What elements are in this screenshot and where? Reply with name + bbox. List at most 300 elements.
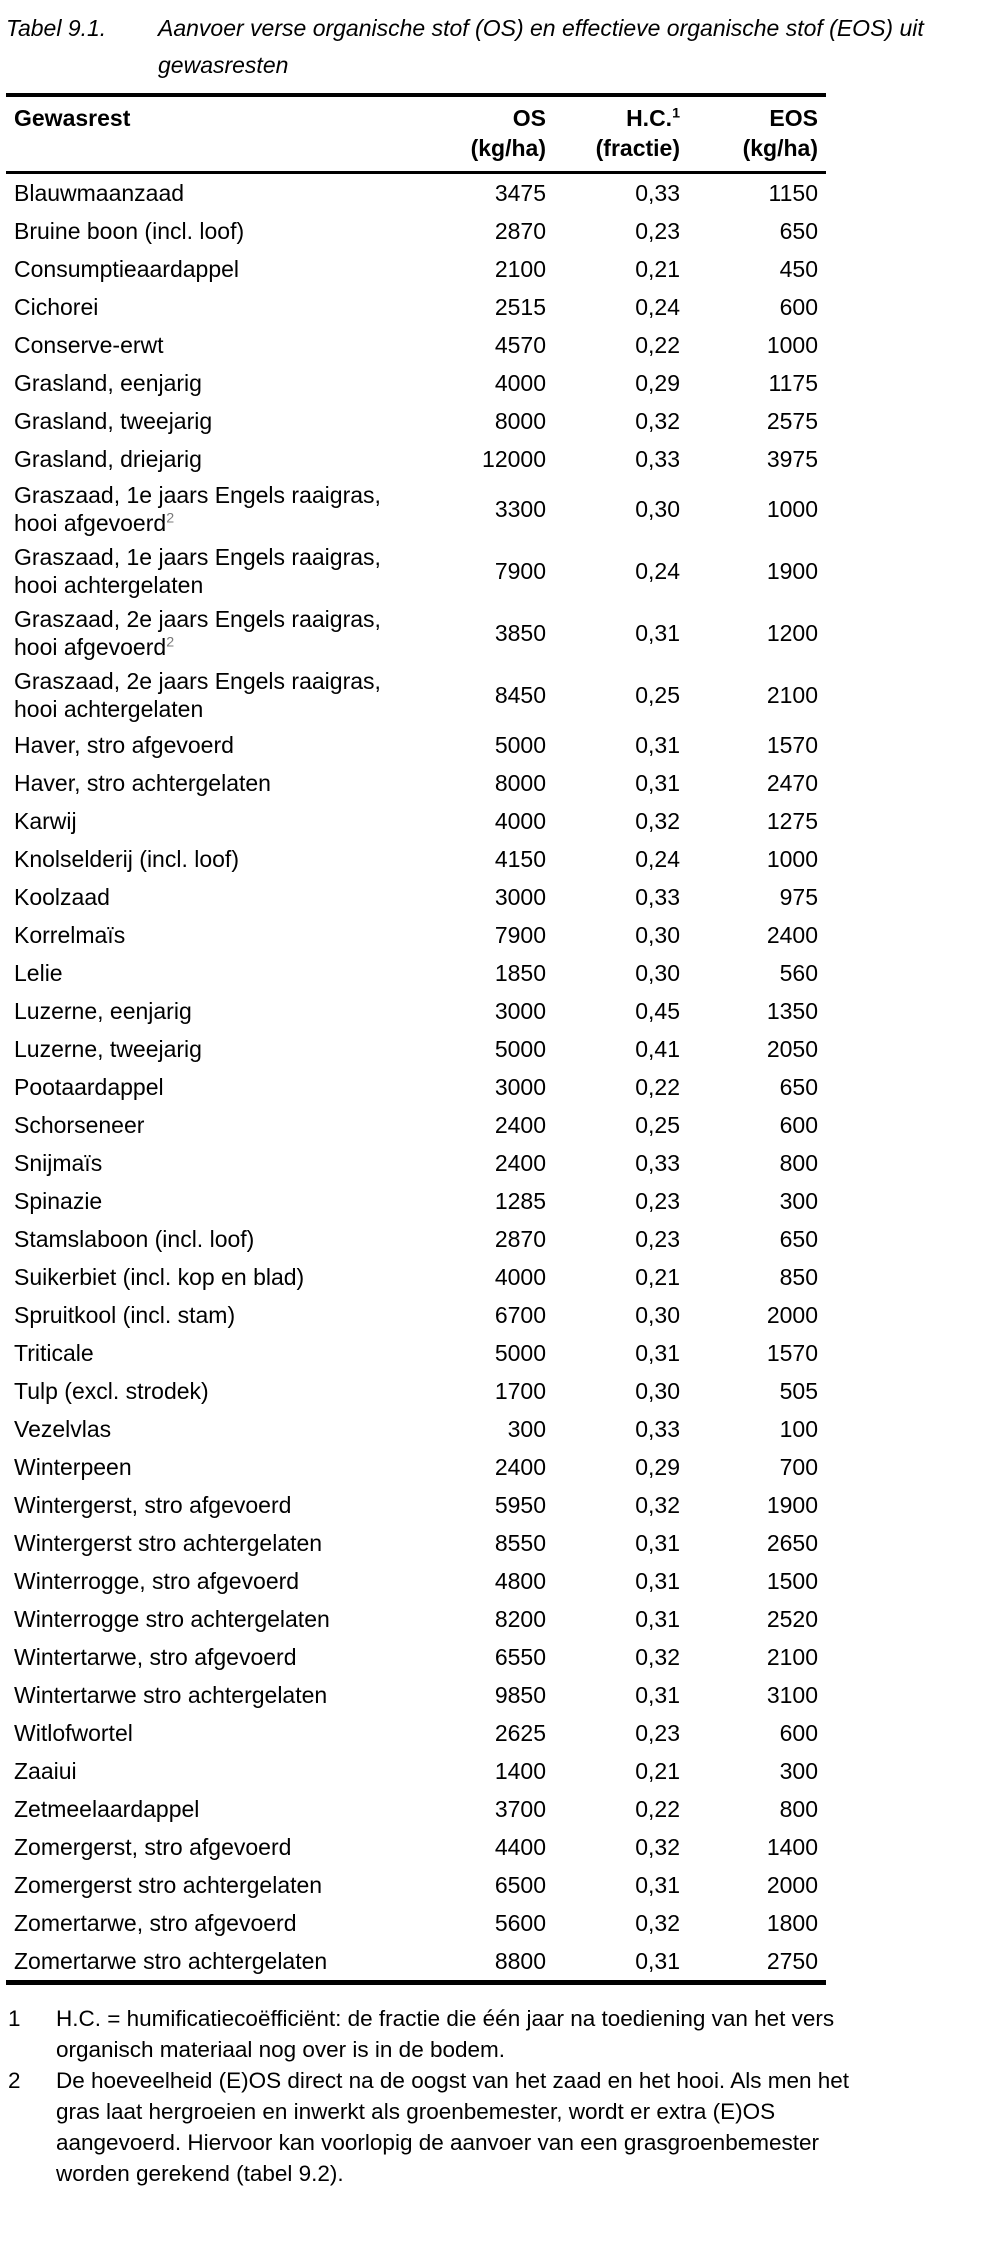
table-label: Tabel 9.1. (6, 15, 107, 41)
cell-os-value: 300 (507, 1416, 546, 1442)
gewasrest-name: Wintertarwe, stro afgevoerd (14, 1644, 297, 1670)
cell-os-value: 8800 (494, 1948, 546, 1974)
table-row (6, 478, 826, 540)
cell-hc-value: 0,25 (635, 1112, 680, 1138)
table-row (6, 1030, 826, 1068)
footnote-ref-2: 2 (166, 634, 175, 651)
footnotes (6, 2003, 985, 2189)
gewasrest-name: Zomertarwe, stro afgevoerd (14, 1910, 297, 1936)
cell-os-value: 6500 (494, 1872, 546, 1898)
cell-eos-value: 800 (779, 1150, 818, 1176)
cell-gewasrest (6, 1334, 426, 1372)
cell-hc-value: 0,32 (635, 1910, 680, 1936)
cell-os-value: 8550 (494, 1530, 546, 1556)
cell-gewasrest (6, 1182, 426, 1220)
cell-hc-value: 0,23 (635, 1720, 680, 1746)
table-row (6, 1524, 826, 1562)
cell-os-value: 4150 (494, 846, 546, 872)
cell-hc-value: 0,30 (635, 1302, 680, 1328)
table-row (6, 992, 826, 1030)
cell-hc-value: 0,33 (635, 1150, 680, 1176)
cell-os-value: 2400 (494, 1150, 546, 1176)
cell-hc-value: 0,21 (635, 256, 680, 282)
gewasrest-name: Luzerne, eenjarig (14, 998, 192, 1024)
footnote-ref-1: 1 (672, 105, 680, 122)
cell-gewasrest (6, 1372, 426, 1410)
table-row (6, 1866, 826, 1904)
cell-gewasrest (6, 364, 426, 402)
table-row (6, 540, 826, 602)
cell-eos-value: 300 (779, 1758, 818, 1784)
cell-os-value: 3300 (494, 496, 546, 522)
table-row (6, 1068, 826, 1106)
cell-eos-value: 3975 (766, 446, 818, 472)
cell-gewasrest (6, 1068, 426, 1106)
cell-os-value: 9850 (494, 1682, 546, 1708)
cell-eos-value: 560 (779, 960, 818, 986)
table-row (6, 1372, 826, 1410)
cell-os-value: 3475 (494, 180, 546, 206)
cell-eos-value: 300 (779, 1188, 818, 1214)
gewasrest-name: Zaaiui (14, 1758, 77, 1784)
table-row (6, 764, 826, 802)
cell-eos-value: 600 (779, 294, 818, 320)
cell-hc-value: 0,31 (635, 1530, 680, 1556)
table-header (6, 95, 826, 173)
cell-eos-value: 2520 (766, 1606, 818, 1632)
table-row (6, 1106, 826, 1144)
footnote-text: De hoeveelheid (E)OS direct na de oogst van het zaad en het hooi. Als men het gras laat hergroeien en inwerkt als groenbemester, wordt er extra (E)OS aangevoerd. Hiervoor kan voorlopig de aanvoer van een grasgroenbemester worden gerekend (tabel 9.2). (56, 2068, 850, 2186)
cell-hc-value: 0,30 (635, 922, 680, 948)
table-row (6, 1790, 826, 1828)
gewasresten-table (6, 93, 826, 1985)
cell-hc-value: 0,33 (635, 1416, 680, 1442)
cell-os-value: 5950 (494, 1492, 546, 1518)
gewasrest-name: Zomertarwe stro achtergelaten (14, 1948, 328, 1974)
table-row (6, 878, 826, 916)
table-row (6, 802, 826, 840)
cell-eos-value: 1200 (766, 620, 818, 646)
cell-gewasrest (6, 1258, 426, 1296)
gewasrest-name: Witlofwortel (14, 1720, 133, 1746)
column-unit-os: (kg/ha) (470, 135, 546, 161)
gewasrest-name: Spruitkool (incl. stam) (14, 1302, 236, 1328)
cell-gewasrest (6, 1866, 426, 1904)
gewasrest-name: Karwij (14, 808, 77, 834)
cell-gewasrest (6, 1144, 426, 1182)
cell-gewasrest (6, 954, 426, 992)
cell-hc-value: 0,23 (635, 1226, 680, 1252)
cell-gewasrest (6, 1448, 426, 1486)
cell-hc-value: 0,23 (635, 218, 680, 244)
cell-hc-value: 0,32 (635, 1492, 680, 1518)
cell-eos-value: 2650 (766, 1530, 818, 1556)
gewasrest-name: Blauwmaanzaad (14, 180, 185, 206)
gewasrest-name: Winterrogge, stro afgevoerd (14, 1568, 300, 1594)
cell-os-value: 4000 (494, 808, 546, 834)
cell-hc-value: 0,32 (635, 808, 680, 834)
cell-hc-value: 0,25 (635, 682, 680, 708)
footnote-text: H.C. = humificatiecoëfficiënt: de fractie die één jaar na toediening van het vers organisch materiaal nog over is in de bodem. (56, 2006, 835, 2062)
cell-hc-value: 0,31 (635, 1340, 680, 1366)
gewasrest-name: Graszaad, 1e jaars Engels raaigras, (14, 544, 381, 570)
cell-os-value: 7900 (494, 558, 546, 584)
cell-os-value: 5600 (494, 1910, 546, 1936)
gewasrest-name: Korrelmaïs (14, 922, 126, 948)
table-caption: Aanvoer verse organische stof (OS) en effectieve organische stof (EOS) uit gewasresten (158, 15, 924, 78)
cell-hc-value: 0,33 (635, 180, 680, 206)
gewasrest-name: Graszaad, 2e jaars Engels raaigras, (14, 606, 381, 632)
gewasrest-name: Consumptieaardappel (14, 256, 240, 282)
column-title-hc: H.C. (626, 105, 673, 131)
table-row (6, 212, 826, 250)
table-row (6, 1410, 826, 1448)
cell-hc-value: 0,24 (635, 558, 680, 584)
cell-hc-value: 0,33 (635, 884, 680, 910)
cell-gewasrest (6, 1106, 426, 1144)
cell-gewasrest (6, 1524, 426, 1562)
table-row (6, 288, 826, 326)
table-row (6, 1600, 826, 1638)
column-unit-gewasrest-empty (14, 133, 426, 163)
cell-gewasrest (6, 540, 426, 602)
cell-gewasrest (6, 1296, 426, 1334)
cell-eos-value: 1570 (766, 732, 818, 758)
cell-hc-value: 0,21 (635, 1758, 680, 1784)
cell-gewasrest (6, 1752, 426, 1790)
cell-os-value: 3000 (494, 884, 546, 910)
table-row (6, 364, 826, 402)
cell-hc-value: 0,30 (635, 1378, 680, 1404)
table-row (6, 726, 826, 764)
cell-eos-value: 1175 (768, 370, 818, 396)
table-row (6, 664, 826, 726)
column-header-hc (549, 95, 682, 173)
table-row (6, 1144, 826, 1182)
cell-os-value: 2870 (494, 1226, 546, 1252)
cell-hc-value: 0,21 (635, 1264, 680, 1290)
cell-os-value: 4570 (494, 332, 546, 358)
gewasrest-name: Zetmeelaardappel (14, 1796, 200, 1822)
cell-hc-value: 0,23 (635, 1188, 680, 1214)
cell-gewasrest (6, 212, 426, 250)
cell-os-value: 3000 (494, 998, 546, 1024)
footnote (6, 2003, 985, 2065)
cell-hc-value: 0,22 (635, 1796, 680, 1822)
table-row (6, 440, 826, 478)
column-unit-hc: (fractie) (595, 135, 680, 161)
cell-eos-value: 700 (779, 1454, 818, 1480)
cell-gewasrest (6, 173, 426, 213)
cell-eos-value: 450 (779, 256, 818, 282)
cell-hc-value: 0,31 (635, 1606, 680, 1632)
cell-eos-value: 1900 (766, 1492, 818, 1518)
table-row (6, 1258, 826, 1296)
cell-gewasrest (6, 1410, 426, 1448)
cell-os-value: 2400 (494, 1112, 546, 1138)
cell-eos-value: 600 (779, 1720, 818, 1746)
cell-gewasrest (6, 602, 426, 664)
cell-os-value: 8200 (494, 1606, 546, 1632)
cell-gewasrest (6, 1942, 426, 1983)
cell-gewasrest (6, 840, 426, 878)
table-row (6, 1752, 826, 1790)
cell-hc-value: 0,31 (635, 1872, 680, 1898)
cell-os-value: 2400 (494, 1454, 546, 1480)
cell-eos-value: 600 (779, 1112, 818, 1138)
gewasrest-name: Winterrogge stro achtergelaten (14, 1606, 330, 1632)
cell-gewasrest (6, 478, 426, 540)
table-row (6, 402, 826, 440)
gewasrest-name: Winterpeen (14, 1454, 132, 1480)
cell-os-value: 2870 (494, 218, 546, 244)
cell-eos-value: 2400 (766, 922, 818, 948)
gewasrest-name: Spinazie (14, 1188, 103, 1214)
cell-os-value: 4000 (494, 1264, 546, 1290)
cell-hc-value: 0,33 (635, 446, 680, 472)
cell-os-value: 2515 (494, 294, 546, 320)
column-header-eos (682, 95, 826, 173)
cell-gewasrest (6, 878, 426, 916)
gewasrest-name: Tulp (excl. strodek) (14, 1378, 209, 1404)
cell-gewasrest (6, 992, 426, 1030)
cell-eos-value: 1000 (766, 332, 818, 358)
gewasrest-name: Zomergerst, stro afgevoerd (14, 1834, 292, 1860)
column-header-gewasrest: Gewasrest (6, 95, 426, 173)
cell-eos-value: 650 (779, 1074, 818, 1100)
cell-os-value: 4400 (494, 1834, 546, 1860)
table-row (6, 1486, 826, 1524)
cell-os-value: 7900 (494, 922, 546, 948)
gewasrest-name: Luzerne, tweejarig (14, 1036, 202, 1062)
gewasrest-name: Zomergerst stro achtergelaten (14, 1872, 323, 1898)
gewasrest-name: Graszaad, 1e jaars Engels raaigras, (14, 482, 381, 508)
cell-gewasrest (6, 802, 426, 840)
cell-gewasrest (6, 288, 426, 326)
cell-eos-value: 1500 (766, 1568, 818, 1594)
gewasrest-name: Knolselderij (incl. loof) (14, 846, 239, 872)
cell-gewasrest (6, 1904, 426, 1942)
table-row (6, 840, 826, 878)
table-row (6, 1182, 826, 1220)
cell-hc-value: 0,32 (635, 1644, 680, 1670)
cell-gewasrest (6, 1790, 426, 1828)
gewasrest-name: Wintertarwe stro achtergelaten (14, 1682, 328, 1708)
cell-gewasrest (6, 1714, 426, 1752)
gewasrest-name: Grasland, driejarig (14, 446, 202, 472)
table-row (6, 1334, 826, 1372)
cell-eos-value: 2050 (766, 1036, 818, 1062)
table-row (6, 1562, 826, 1600)
column-unit-eos: (kg/ha) (742, 135, 818, 161)
cell-os-value: 5000 (494, 732, 546, 758)
cell-gewasrest (6, 664, 426, 726)
gewasrest-name: Grasland, tweejarig (14, 408, 213, 434)
cell-os-value: 2100 (494, 256, 546, 282)
table-body (6, 173, 826, 1983)
cell-gewasrest (6, 1220, 426, 1258)
cell-eos-value: 1000 (766, 496, 818, 522)
table-title (6, 10, 985, 84)
cell-os-value: 1400 (494, 1758, 546, 1784)
gewasrest-name: Pootaardappel (14, 1074, 164, 1100)
cell-gewasrest (6, 1030, 426, 1068)
table-row (6, 602, 826, 664)
column-title-eos: EOS (769, 105, 818, 131)
gewasrest-name: Koolzaad (14, 884, 110, 910)
table-row (6, 1676, 826, 1714)
gewasrest-name: Wintergerst stro achtergelaten (14, 1530, 323, 1556)
cell-hc-value: 0,22 (635, 1074, 680, 1100)
gewasrest-name: Vezelvlas (14, 1416, 112, 1442)
gewasrest-name: Suikerbiet (incl. kop en blad) (14, 1264, 305, 1290)
table-row (6, 1638, 826, 1676)
cell-hc-value: 0,31 (635, 1948, 680, 1974)
cell-eos-value: 2470 (766, 770, 818, 796)
cell-hc-value: 0,31 (635, 732, 680, 758)
cell-eos-value: 1800 (766, 1910, 818, 1936)
cell-hc-value: 0,45 (635, 998, 680, 1024)
cell-eos-value: 975 (779, 884, 818, 910)
cell-os-value: 1700 (494, 1378, 546, 1404)
cell-eos-value: 3100 (766, 1682, 818, 1708)
cell-os-value: 5000 (494, 1340, 546, 1366)
cell-eos-value: 1350 (766, 998, 818, 1024)
gewasrest-name: Schorseneer (14, 1112, 145, 1138)
cell-eos-value: 1570 (766, 1340, 818, 1366)
table-row (6, 1904, 826, 1942)
cell-os-value: 12000 (482, 446, 546, 472)
table-row (6, 1448, 826, 1486)
gewasrest-name: Triticale (14, 1340, 94, 1366)
gewasrest-name-line2: hooi afgevoerd$^2$ (14, 510, 175, 536)
cell-os-value: 3850 (494, 620, 546, 646)
column-header-os (426, 95, 549, 173)
cell-gewasrest (6, 440, 426, 478)
gewasrest-name: Wintergerst, stro afgevoerd (14, 1492, 292, 1518)
cell-hc-value: 0,31 (635, 1682, 680, 1708)
cell-gewasrest (6, 726, 426, 764)
cell-os-value: 1285 (494, 1188, 546, 1214)
cell-hc-value: 0,32 (635, 1834, 680, 1860)
table-row (6, 326, 826, 364)
cell-eos-value: 2575 (766, 408, 818, 434)
cell-gewasrest (6, 1600, 426, 1638)
gewasrest-name: Haver, stro achtergelaten (14, 770, 271, 796)
cell-os-value: 4800 (494, 1568, 546, 1594)
header-row (6, 95, 826, 173)
cell-hc-value: 0,30 (635, 496, 680, 522)
gewasrest-name: Haver, stro afgevoerd (14, 732, 234, 758)
cell-gewasrest (6, 1562, 426, 1600)
cell-os-value: 6700 (494, 1302, 546, 1328)
cell-eos-value: 1275 (766, 808, 818, 834)
cell-hc-value: 0,29 (635, 1454, 680, 1480)
cell-eos-value: 1150 (768, 180, 818, 206)
table-row (6, 916, 826, 954)
cell-eos-value: 2750 (766, 1948, 818, 1974)
cell-os-value: 6550 (494, 1644, 546, 1670)
column-title-os: OS (512, 105, 546, 131)
table-row (6, 1714, 826, 1752)
cell-hc-value: 0,31 (635, 620, 680, 646)
cell-gewasrest (6, 1676, 426, 1714)
gewasrest-name: Cichorei (14, 294, 99, 320)
cell-eos-value: 1400 (766, 1834, 818, 1860)
cell-hc-value: 0,24 (635, 294, 680, 320)
cell-eos-value: 800 (779, 1796, 818, 1822)
cell-os-value: 8450 (494, 682, 546, 708)
gewasrest-name: Graszaad, 2e jaars Engels raaigras, (14, 668, 381, 694)
cell-gewasrest (6, 1486, 426, 1524)
footnote-ref-2: 2 (166, 510, 175, 527)
cell-eos-value: 850 (779, 1264, 818, 1290)
footnote-marker: 2 (8, 2068, 21, 2093)
cell-hc-value: 0,29 (635, 370, 680, 396)
table-row (6, 1296, 826, 1334)
cell-eos-value: 2100 (766, 682, 818, 708)
table-row (6, 250, 826, 288)
cell-eos-value: 650 (779, 218, 818, 244)
cell-os-value: 8000 (494, 770, 546, 796)
cell-gewasrest (6, 1638, 426, 1676)
footnote-marker: 1 (8, 2006, 21, 2031)
table-row (6, 1942, 826, 1983)
cell-eos-value: 1000 (766, 846, 818, 872)
cell-eos-value: 650 (779, 1226, 818, 1252)
gewasrest-name-line2: hooi afgevoerd$^2$ (14, 634, 175, 660)
gewasrest-name-line2: hooi achtergelaten (14, 572, 204, 598)
cell-os-value: 8000 (494, 408, 546, 434)
cell-hc-value: 0,31 (635, 1568, 680, 1594)
table-row (6, 954, 826, 992)
table-row (6, 1220, 826, 1258)
cell-os-value: 1850 (494, 960, 546, 986)
gewasrest-name: Bruine boon (incl. loof) (14, 218, 245, 244)
cell-hc-value: 0,31 (635, 770, 680, 796)
cell-hc-value: 0,41 (635, 1036, 680, 1062)
cell-eos-value: 1900 (766, 558, 818, 584)
cell-os-value: 3700 (494, 1796, 546, 1822)
gewasrest-name-line2: hooi achtergelaten (14, 696, 204, 722)
gewasrest-name: Lelie (14, 960, 63, 986)
cell-hc-value: 0,30 (635, 960, 680, 986)
cell-hc-value: 0,24 (635, 846, 680, 872)
cell-hc-value: 0,32 (635, 408, 680, 434)
cell-gewasrest (6, 250, 426, 288)
cell-hc-value: 0,22 (635, 332, 680, 358)
cell-eos-value: 100 (779, 1416, 818, 1442)
cell-gewasrest (6, 1828, 426, 1866)
gewasrest-name: Conserve-erwt (14, 332, 164, 358)
cell-eos-value: 2000 (766, 1872, 818, 1898)
gewasrest-name: Grasland, eenjarig (14, 370, 202, 396)
table-row (6, 1828, 826, 1866)
cell-gewasrest (6, 326, 426, 364)
cell-os-value: 4000 (494, 370, 546, 396)
table-row (6, 173, 826, 213)
cell-eos-value: 505 (779, 1378, 818, 1404)
cell-gewasrest (6, 402, 426, 440)
cell-os-value: 5000 (494, 1036, 546, 1062)
gewasrest-name: Stamslaboon (incl. loof) (14, 1226, 255, 1252)
cell-eos-value: 2100 (766, 1644, 818, 1670)
cell-gewasrest (6, 764, 426, 802)
cell-gewasrest (6, 916, 426, 954)
gewasrest-name: Snijmaïs (14, 1150, 103, 1176)
cell-eos-value: 2000 (766, 1302, 818, 1328)
footnote (6, 2065, 985, 2189)
